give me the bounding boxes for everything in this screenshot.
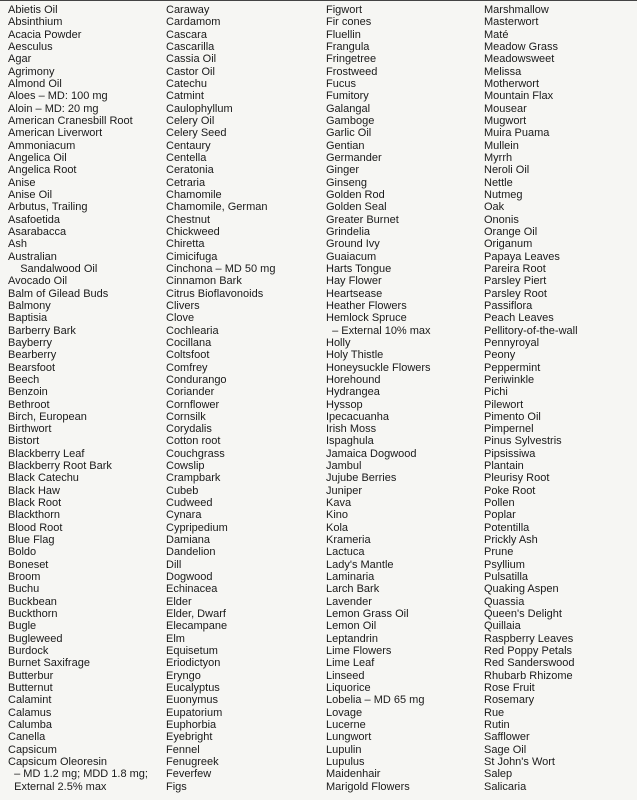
list-item: Lime Leaf	[326, 657, 375, 670]
list-item: Pipsissiwa	[484, 447, 536, 460]
list-item: Blackberry Leaf	[8, 447, 85, 460]
list-item: Cinnamon Bark	[166, 275, 242, 288]
list-item: Almond Oil	[8, 77, 62, 90]
list-item: Equisetum	[166, 645, 218, 658]
list-item: Elecampane	[166, 620, 228, 633]
list-item: American Liverwort	[8, 127, 103, 140]
list-item: Chickweed	[166, 225, 220, 238]
list-item: Birch, European	[8, 410, 87, 423]
list-item: Poplar	[484, 509, 516, 522]
list-item: Germander	[326, 151, 382, 164]
list-item: Peach Leaves	[484, 312, 554, 325]
list-item: Maté	[484, 28, 509, 41]
list-item: Baptisia	[8, 312, 48, 325]
list-item: Black Catechu	[8, 472, 79, 485]
list-item: Holly	[326, 336, 351, 349]
list-item: Calamus	[8, 706, 52, 719]
list-item: Agar	[8, 53, 32, 66]
list-item: Absinthium	[8, 16, 63, 29]
list-item: Kola	[326, 521, 349, 534]
list-item: Rhubarb Rhizome	[484, 669, 573, 682]
list-item: Pimpernel	[484, 423, 534, 436]
list-item: Bugle	[8, 620, 37, 633]
list-item: Lime Flowers	[326, 645, 392, 658]
list-item: Abietis Oil	[8, 4, 58, 16]
list-item: Pennyroyal	[484, 336, 540, 349]
list-item: Ginger	[326, 164, 360, 177]
list-item: Bugleweed	[8, 632, 63, 645]
list-item: Motherwort	[484, 77, 540, 90]
list-item: Peony	[484, 349, 516, 362]
list-item: Pichi	[484, 386, 508, 399]
list-item: Queen's Delight	[484, 608, 562, 621]
list-item: Masterwort	[484, 16, 539, 29]
list-item: Blood Root	[8, 521, 63, 534]
list-item: Linseed	[326, 669, 365, 682]
list-item: Elder	[166, 595, 192, 608]
list-item: Cardamom	[166, 16, 221, 29]
list-item: Elder, Dwarf	[166, 608, 226, 621]
list-item: Australian	[8, 250, 57, 263]
list-item: Lucerne	[326, 719, 366, 732]
list-item: Caraway	[166, 4, 210, 16]
list-item: Cornsilk	[166, 410, 206, 423]
list-item: Red Poppy Petals	[484, 645, 573, 658]
list-item: Asarabacca	[8, 225, 67, 238]
list-item: External 2.5% max	[8, 780, 107, 793]
list-item: Origanum	[484, 238, 533, 251]
list-item: Periwinkle	[484, 373, 535, 386]
list-item: Cotton root	[166, 435, 221, 448]
list-item: Butternut	[8, 682, 53, 695]
list-item: Catechu	[166, 77, 207, 90]
list-item: Galangal	[326, 102, 371, 115]
list-item: Hydrangea	[326, 386, 380, 399]
list-item: Lemon Grass Oil	[326, 608, 409, 621]
list-item: Black Root	[8, 497, 62, 510]
list-item: Fucus	[326, 77, 356, 90]
list-item: Cochlearia	[166, 324, 219, 337]
list-item: Prune	[484, 546, 514, 559]
list-item: Centella	[166, 151, 207, 164]
list-item: Burdock	[8, 645, 49, 658]
list-item: Canella	[8, 731, 46, 744]
list-item: Arbutus, Trailing	[8, 201, 88, 214]
list-item: Fringetree	[326, 53, 377, 66]
list-item: Meadowsweet	[484, 53, 555, 66]
list-item: Cocillana	[166, 336, 212, 349]
list-item: Caulophyllum	[166, 102, 233, 115]
list-item: Salep	[484, 768, 513, 781]
list-item: Leptandrin	[326, 632, 378, 645]
list-item: Raspberry Leaves	[484, 632, 574, 645]
list-item: Orange Oil	[484, 225, 538, 238]
herbal-list-table	[0, 4, 637, 800]
list-item: Burnet Saxifrage	[8, 657, 90, 670]
list-item: Greater Burnet	[326, 213, 399, 226]
list-item: Blackberry Root Bark	[8, 460, 112, 473]
list-item: Balm of Gilead Buds	[8, 287, 109, 300]
list-item: Blackthorn	[8, 509, 60, 522]
list-item: Cimicifuga	[166, 250, 218, 263]
list-item: Frostweed	[326, 65, 378, 78]
list-item: Rue	[484, 706, 505, 719]
list-item: Lupulus	[326, 756, 365, 769]
list-item: Rutin	[484, 719, 510, 732]
list-item: American Cranesbill Root	[8, 114, 133, 127]
list-item: Capsicum	[8, 743, 57, 756]
list-item: Mountain Flax	[484, 90, 554, 103]
list-item: Acacia Powder	[8, 28, 82, 41]
list-item: Bearberry	[8, 349, 57, 362]
list-item: Catmint	[166, 90, 204, 103]
list-item: Kino	[326, 509, 349, 522]
list-item: Fluellin	[326, 28, 361, 41]
list-item: Mugwort	[484, 114, 527, 127]
list-item: Horehound	[326, 373, 381, 386]
list-item: Heather Flowers	[326, 299, 407, 312]
list-item: Holy Thistle	[326, 349, 384, 362]
list-item: Castor Oil	[166, 65, 215, 78]
list-item: Dill	[166, 558, 182, 571]
column-4	[484, 4, 634, 793]
list-item: Bearsfoot	[8, 361, 56, 374]
list-item: Honeysuckle Flowers	[326, 361, 431, 374]
list-item: Ceratonia	[166, 164, 214, 177]
list-item: Lady's Mantle	[326, 558, 394, 571]
list-item: Cowslip	[166, 460, 205, 473]
list-item: Cudweed	[166, 497, 213, 510]
list-item: Agrimony	[8, 65, 55, 78]
list-item: Hemlock Spruce	[326, 312, 407, 325]
list-item: Red Sanderswood	[484, 657, 575, 670]
list-item: Ash	[8, 238, 27, 251]
list-item: Pareira Root	[484, 262, 546, 275]
list-item: Papaya Leaves	[484, 250, 560, 263]
list-item: Lungwort	[326, 731, 372, 744]
list-item: Balmony	[8, 299, 51, 312]
list-item: Mullein	[484, 139, 519, 152]
list-item: Figs	[166, 780, 187, 793]
list-item: Liquorice	[326, 682, 371, 695]
list-item: Comfrey	[166, 361, 208, 374]
list-item: Bayberry	[8, 336, 53, 349]
list-item: Beech	[8, 373, 40, 386]
list-item: Oak	[484, 201, 505, 214]
list-item: Asafoetida	[8, 213, 60, 226]
list-item: Boldo	[8, 546, 37, 559]
list-item: Figwort	[326, 4, 363, 16]
list-item: Boneset	[8, 558, 49, 571]
list-item: Anise Oil	[8, 188, 53, 201]
list-item: Coltsfoot	[166, 349, 210, 362]
list-item: Lemon Oil	[326, 620, 377, 633]
list-item: Lobelia – MD 65 mg	[326, 694, 425, 707]
list-item: Calamint	[8, 694, 52, 707]
list-item: Pellitory-of-the-wall	[484, 324, 578, 337]
list-item: Nutmeg	[484, 188, 523, 201]
list-item: Maidenhair	[326, 768, 381, 781]
list-item: Heartsease	[326, 287, 383, 300]
list-item: – MD 1.2 mg; MDD 1.8 mg;	[8, 768, 148, 781]
list-item: Chestnut	[166, 213, 211, 226]
list-item: Melissa	[484, 65, 522, 78]
list-item: Pinus Sylvestris	[484, 435, 562, 448]
list-item: Hay Flower	[326, 275, 382, 288]
list-item: Angelica Oil	[8, 151, 67, 164]
list-item: Celery Seed	[166, 127, 227, 140]
list-item: Cassia Oil	[166, 53, 217, 66]
list-item: Echinacea	[166, 583, 218, 596]
list-item: Citrus Bioflavonoids	[166, 287, 264, 300]
list-item: Jujube Berries	[326, 472, 397, 485]
list-item: Coriander	[166, 386, 215, 399]
list-item: Guaiacum	[326, 250, 377, 263]
list-item: Buckbean	[8, 595, 57, 608]
list-item: Plantain	[484, 460, 524, 473]
list-item: Lupulin	[326, 743, 362, 756]
list-item: Chiretta	[166, 238, 205, 251]
list-item: Cinchona – MD 50 mg	[166, 262, 276, 275]
list-item: Clivers	[166, 299, 200, 312]
list-item: Ipecacuanha	[326, 410, 389, 423]
list-item: Calumba	[8, 719, 53, 732]
list-item: Fir cones	[326, 16, 372, 29]
list-item: Benzoin	[8, 386, 48, 399]
list-item: Myrrh	[484, 151, 513, 164]
list-item: Avocado Oil	[8, 275, 68, 288]
list-item: Fumitory	[326, 90, 369, 103]
list-item: Clove	[166, 312, 195, 325]
list-item: Lactuca	[326, 546, 365, 559]
list-item: Blue Flag	[8, 534, 55, 547]
list-item: Condurango	[166, 373, 227, 386]
list-item: Passiflora	[484, 299, 533, 312]
list-item: Birthwort	[8, 423, 52, 436]
list-item: Eupatorium	[166, 706, 223, 719]
list-item: Grindelia	[326, 225, 371, 238]
list-item: Juniper	[326, 484, 363, 497]
list-item: Crampbark	[166, 472, 221, 485]
list-item: Cascarilla	[166, 40, 215, 53]
list-item: Capsicum Oleoresin	[8, 756, 108, 769]
list-item: Black Haw	[8, 484, 60, 497]
list-item: Golden Seal	[326, 201, 387, 214]
list-item: Cynara	[166, 509, 202, 522]
list-item: Quillaia	[484, 620, 521, 633]
list-item: Gentian	[326, 139, 365, 152]
list-item: Buchu	[8, 583, 40, 596]
list-item: Harts Tongue	[326, 262, 392, 275]
list-item: Bistort	[8, 435, 40, 448]
list-item: Damiana	[166, 534, 211, 547]
list-item: Fennel	[166, 743, 200, 756]
list-item: Aloes – MD: 100 mg	[8, 90, 108, 103]
list-item: Neroli Oil	[484, 164, 530, 177]
list-item: Eryngo	[166, 669, 201, 682]
list-item: Parsley Piert	[484, 275, 547, 288]
list-item: Ginseng	[326, 176, 367, 189]
list-item: Pollen	[484, 497, 515, 510]
list-item: Nettle	[484, 176, 513, 189]
list-item: Marshmallow	[484, 4, 549, 16]
list-item: Hyssop	[326, 398, 363, 411]
list-item: Aloin – MD: 20 mg	[8, 102, 99, 115]
list-item: Irish Moss	[326, 423, 377, 436]
list-item: Corydalis	[166, 423, 212, 436]
list-item: Chamomile, German	[166, 201, 268, 214]
list-item: Quassia	[484, 595, 525, 608]
list-item: Celery Oil	[166, 114, 215, 127]
list-item: Buckthorn	[8, 608, 58, 621]
list-item: Jambul	[326, 460, 362, 473]
list-item: Angelica Root	[8, 164, 77, 177]
list-item: Pilewort	[484, 398, 524, 411]
list-item: Sage Oil	[484, 743, 527, 756]
list-item: Euonymus	[166, 694, 218, 707]
list-item: Parsley Root	[484, 287, 547, 300]
list-item: Lovage	[326, 706, 363, 719]
list-item: Cornflower	[166, 398, 220, 411]
list-item: Rosemary	[484, 694, 535, 707]
list-item: Quaking Aspen	[484, 583, 559, 596]
top-rule	[0, 0, 637, 1]
list-item: Euphorbia	[166, 719, 217, 732]
list-item: Jamaica Dogwood	[326, 447, 417, 460]
list-item: Feverfew	[166, 768, 212, 781]
list-item: Centaury	[166, 139, 211, 152]
list-item: Cubeb	[166, 484, 199, 497]
list-item: Cascara	[166, 28, 207, 41]
list-item: Lavender	[326, 595, 372, 608]
list-item: Meadow Grass	[484, 40, 558, 53]
list-item: Golden Rod	[326, 188, 385, 201]
list-item: Barberry Bark	[8, 324, 76, 337]
list-item: Elm	[166, 632, 185, 645]
column-2	[166, 4, 316, 793]
list-item: Butterbur	[8, 669, 54, 682]
list-item: Pimento Oil	[484, 410, 541, 423]
list-item: Chamomile	[166, 188, 222, 201]
list-item: Anise	[8, 176, 36, 189]
list-item: Laminaria	[326, 571, 375, 584]
list-item: St John's Wort	[484, 756, 555, 769]
list-item: Larch Bark	[326, 583, 380, 596]
list-item: Aesculus	[8, 40, 53, 53]
list-item: Marigold Flowers	[326, 780, 410, 793]
list-item: Eriodictyon	[166, 657, 221, 670]
list-item: Couchgrass	[166, 447, 225, 460]
list-item: Cypripedium	[166, 521, 228, 534]
column-1	[8, 4, 158, 793]
list-item: Rose Fruit	[484, 682, 535, 695]
list-item: Ispaghula	[326, 435, 374, 448]
list-item: Psyllium	[484, 558, 525, 571]
list-item: Dogwood	[166, 571, 213, 584]
list-item: Salicaria	[484, 780, 527, 793]
list-item: Eyebright	[166, 731, 213, 744]
list-item: Bethroot	[8, 398, 50, 411]
list-item: Potentilla	[484, 521, 530, 534]
list-item: Fenugreek	[166, 756, 219, 769]
list-item: Dandelion	[166, 546, 216, 559]
list-item: Garlic Oil	[326, 127, 372, 140]
list-item: Krameria	[326, 534, 371, 547]
list-item: – External 10% max	[326, 324, 431, 337]
list-item: Ononis	[484, 213, 519, 226]
list-item: Safflower	[484, 731, 530, 744]
list-item: Kava	[326, 497, 352, 510]
list-item: Peppermint	[484, 361, 541, 374]
list-item: Prickly Ash	[484, 534, 538, 547]
list-item: Pulsatilla	[484, 571, 529, 584]
list-item: Cetraria	[166, 176, 206, 189]
list-item: Broom	[8, 571, 41, 584]
list-item: Ground Ivy	[326, 238, 380, 251]
list-item: Poke Root	[484, 484, 536, 497]
list-item: Gamboge	[326, 114, 375, 127]
list-item: Pleurisy Root	[484, 472, 550, 485]
list-item: Sandalwood Oil	[8, 262, 98, 275]
list-item: Frangula	[326, 40, 370, 53]
column-3	[326, 4, 476, 793]
list-item: Mousear	[484, 102, 527, 115]
list-item: Eucalyptus	[166, 682, 220, 695]
list-item: Muira Puama	[484, 127, 550, 140]
list-item: Ammoniacum	[8, 139, 76, 152]
